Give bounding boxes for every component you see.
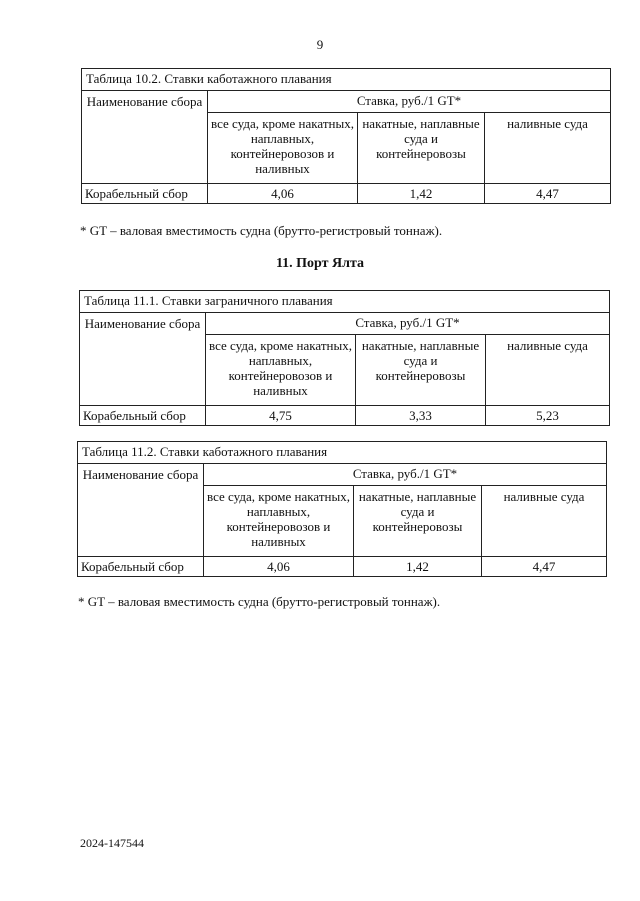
value-tankers: 4,47 (485, 184, 611, 204)
value-roro-containers: 3,33 (356, 406, 486, 426)
column-header-all-vessels: все суда, кроме накатных, наплавных, контейнеровозов и наливных (208, 113, 358, 184)
fee-name-header: Наименование сбора (82, 91, 208, 184)
column-header-tankers: наливные суда (486, 335, 610, 406)
row-label-ship-fee: Корабельный сбор (78, 557, 204, 577)
column-header-tankers: наливные суда (485, 113, 611, 184)
value-roro-containers: 1,42 (358, 184, 485, 204)
rate-header: Ставка, руб./1 GT* (206, 313, 610, 335)
rates-table-10-2 (81, 68, 611, 204)
value-all-vessels: 4,75 (206, 406, 356, 426)
table-caption: Таблица 11.1. Ставки заграничного плавания (80, 291, 610, 313)
table-caption: Таблица 11.2. Ставки каботажного плавания (78, 442, 607, 464)
value-all-vessels: 4,06 (208, 184, 358, 204)
table-caption: Таблица 10.2. Ставки каботажного плавания (82, 69, 611, 91)
rates-table-11-2 (77, 441, 607, 577)
column-header-tankers: наливные суда (482, 486, 607, 557)
footnote: * GT – валовая вместимость судна (брутто-регистровый тоннаж). (80, 223, 443, 238)
value-tankers: 5,23 (486, 406, 610, 426)
column-header-roro-containers: накатные, наплавные суда и контейнеровозы (354, 486, 482, 557)
column-header-roro-containers: накатные, наплавные суда и контейнеровозы (356, 335, 486, 406)
column-header-roro-containers: накатные, наплавные суда и контейнеровозы (358, 113, 485, 184)
value-roro-containers: 1,42 (354, 557, 482, 577)
rate-header: Ставка, руб./1 GT* (204, 464, 607, 486)
column-header-all-vessels: все суда, кроме накатных, наплавных, контейнеровозов и наливных (204, 486, 354, 557)
footnote: * GT – валовая вместимость судна (брутто-регистровый тоннаж). (78, 594, 441, 609)
column-header-all-vessels: все суда, кроме накатных, наплавных, контейнеровозов и наливных (206, 335, 356, 406)
value-tankers: 4,47 (482, 557, 607, 577)
row-label-ship-fee: Корабельный сбор (82, 184, 208, 204)
page-number: 9 (316, 37, 324, 52)
rate-header: Ставка, руб./1 GT* (208, 91, 611, 113)
row-label-ship-fee: Корабельный сбор (80, 406, 206, 426)
fee-name-header: Наименование сбора (78, 464, 204, 557)
value-all-vessels: 4,06 (204, 557, 354, 577)
fee-name-header: Наименование сбора (80, 313, 206, 406)
rates-table-11-1 (79, 290, 610, 426)
document-id: 2024-147544 (80, 836, 144, 850)
section-title: 11. Порт Ялта (275, 256, 365, 271)
